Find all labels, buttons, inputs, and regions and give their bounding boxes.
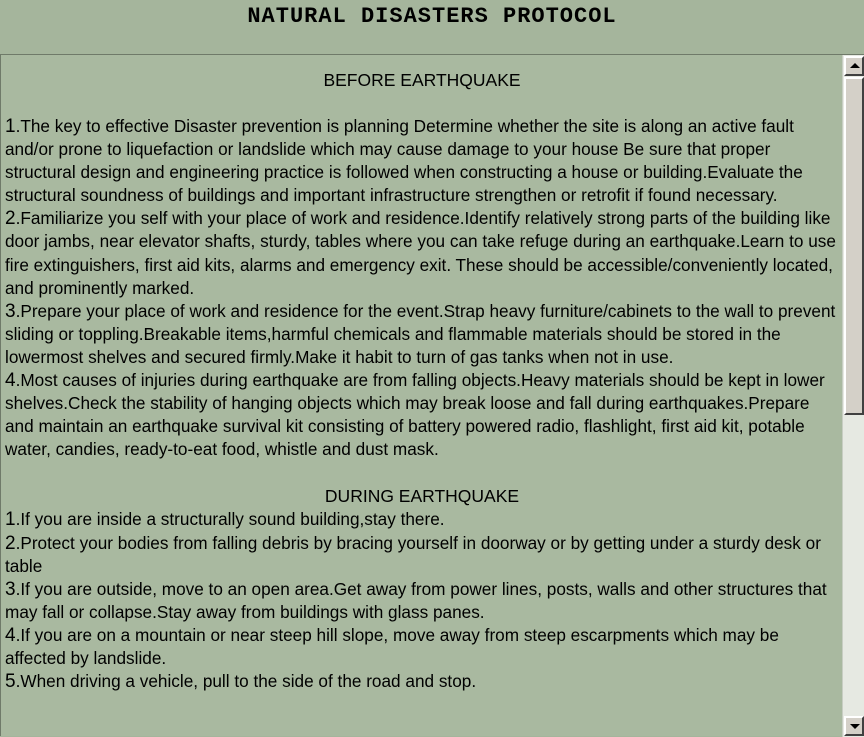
item-text: .Most causes of injuries during earthquake are from falling objects.Heavy materials should be kept in lower shelves.Check the stability of hanging objects which may break loose and fall during earthquakes.Prepare and maintain an earthquake survival kit consisting of battery powered radio, flashlight, first aid kit, potable water, candies, ready-to-eat food, whistle and dust mask. [5, 370, 825, 460]
item-number: 5 [5, 671, 16, 693]
item-number: 4 [5, 624, 16, 646]
item-text: .Protect your bodies from falling debris by bracing yourself in doorway or by getting under a sturdy desk or table [5, 532, 821, 576]
item-number: 1 [5, 509, 16, 531]
item-number: 2 [5, 208, 16, 230]
arrow-down-icon [850, 724, 860, 729]
during-item-4 [5, 624, 839, 670]
item-text: .When driving a vehicle, pull to the side of the road and stop. [15, 671, 477, 692]
scrollbar-thumb[interactable] [844, 77, 864, 415]
during-earthquake-heading: DURING EARTHQUAKE [324, 486, 520, 507]
item-text: .Familiarize you self with your place of work and residence.Identify relatively strong parts of the building like door jambs, near elevator shafts, sturdy, tables where you can take refuge during an earthquake.Learn to use fire extinguishers, first aid kits, alarms and emergency exit. These should be accessible/conveniently located, and prominently marked. [5, 208, 836, 298]
protocol-text-panel[interactable] [0, 54, 864, 736]
before-earthquake-heading: BEFORE EARTHQUAKE [323, 70, 521, 90]
item-number: 3 [5, 578, 16, 600]
item-text: .The key to effective Disaster prevention is planning Determine whether the site is along an active fault and/or prone to liquefaction or landslide which may cause damage to your house Be sure that proper structural design and engineering practice is followed when constructing a house or building.Evaluate the structural soundness of buildings and important infrastructure strengthen or retrofit if found necessary. [5, 116, 803, 206]
during-item-2 [5, 532, 839, 578]
arrow-up-icon [850, 63, 860, 68]
item-text: .Prepare your place of work and residence for the event.Strap heavy furniture/cabinets to the wall to prevent sliding or toppling.Breakable items,harmful chemicals and flammable materials should be stored in the lowermost shelves and secured firmly.Make it habit to turn of gas tanks when not in use. [5, 300, 836, 367]
during-item-1 [5, 508, 839, 531]
protocol-content [5, 61, 839, 737]
during-item-3 [5, 578, 839, 624]
item-text: .If you are on a mountain or near steep hill slope, move away from steep escarpments which may be affected by landslide. [5, 624, 779, 668]
before-item-4 [5, 369, 839, 461]
scroll-up-button[interactable] [844, 56, 864, 76]
vertical-scrollbar[interactable] [842, 55, 864, 737]
before-item-1 [5, 115, 839, 207]
before-item-2 [5, 207, 839, 299]
item-number: 1 [5, 116, 16, 137]
item-number: 3 [5, 300, 16, 322]
during-item-5 [5, 670, 839, 693]
item-text: .If you are outside, move to an open area.Get away from power lines, posts, walls and other structures that may fall or collapse.Stay away from buildings with glass panes. [5, 578, 827, 622]
page-title: NATURAL DISASTERS PROTOCOL [247, 4, 617, 29]
item-number: 4 [5, 370, 16, 392]
item-text: .If you are inside a structurally sound building,stay there. [15, 509, 445, 530]
item-number: 2 [5, 532, 16, 554]
before-item-3 [5, 300, 839, 369]
scroll-down-button[interactable] [844, 716, 864, 736]
